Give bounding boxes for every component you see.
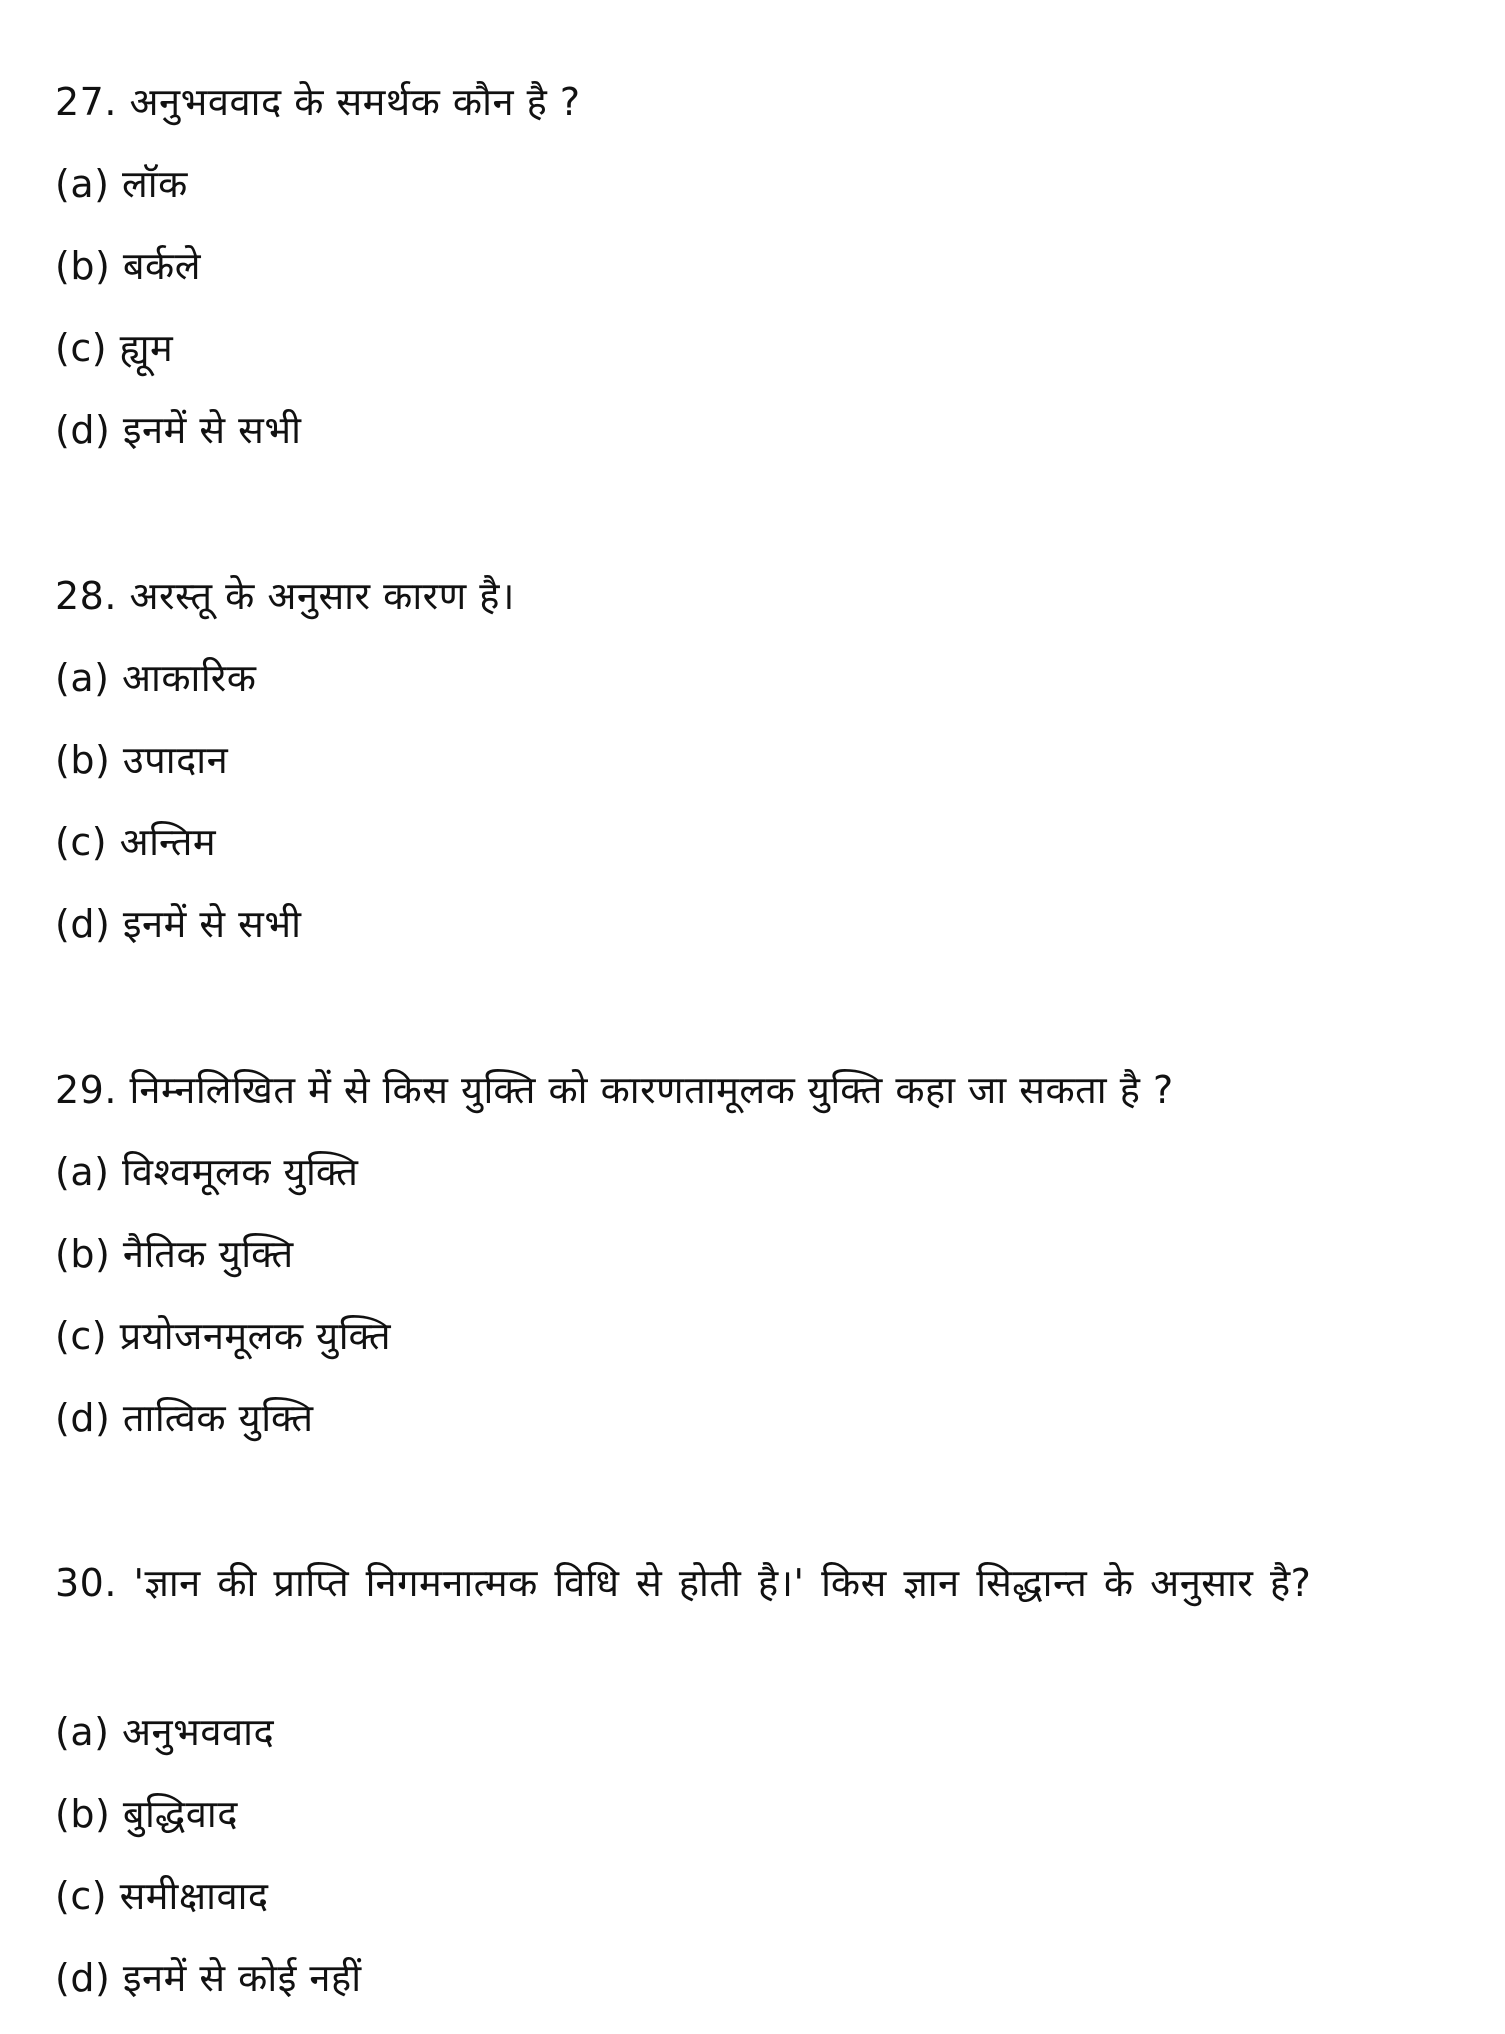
question-28-option-c: (c) अन्तिम: [55, 820, 217, 864]
question-28-stem: 28. अरस्तू के अनुसार कारण है।: [55, 574, 515, 618]
question-27-option-d: (d) इनमें से सभी: [55, 408, 302, 452]
question-27-option-a: (a) लॉक: [55, 162, 188, 206]
question-29-stem: 29. निम्नलिखित में से किस युक्ति को कारणतामूलक युक्ति कहा जा सकता है ?: [55, 1068, 1174, 1112]
question-30-option-b: (b) बुद्धिवाद: [55, 1792, 238, 1836]
question-30-option-c: (c) समीक्षावाद: [55, 1874, 269, 1918]
question-28-option-d: (d) इनमें से सभी: [55, 902, 302, 946]
question-29-option-a: (a) विश्वमूलक युक्ति: [55, 1150, 359, 1194]
question-28-option-a: (a) आकारिक: [55, 656, 257, 700]
question-28-option-b: (b) उपादान: [55, 738, 229, 782]
question-29-option-c: (c) प्रयोजनमूलक युक्ति: [55, 1314, 392, 1358]
question-27-option-b: (b) बर्कले: [55, 244, 201, 288]
question-27-option-c: (c) ह्यूम: [55, 326, 174, 370]
question-30-option-d: (d) इनमें से कोई नहीं: [55, 1956, 362, 2000]
question-29-option-d: (d) तात्विक युक्ति: [55, 1396, 314, 1440]
question-27-stem: 27. अनुभववाद के समर्थक कौन है ?: [55, 80, 581, 124]
question-30-stem: 30. 'ज्ञान की प्राप्ति निगमनात्मक विधि से होती है।' किस ज्ञान सिद्धान्त के अनुसार है?: [55, 1561, 1312, 1605]
question-29-option-b: (b) नैतिक युक्ति: [55, 1232, 294, 1276]
question-30-option-a: (a) अनुभववाद: [55, 1710, 275, 1754]
